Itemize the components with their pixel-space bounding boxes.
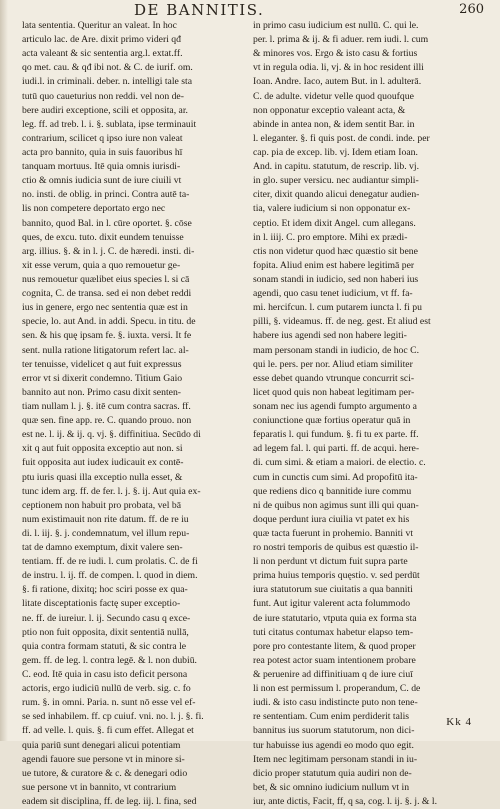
left-text-column	[22, 19, 251, 809]
text-line: de iure statutario, vtputa quia ex forma sta	[253, 612, 417, 624]
text-line: ff. ad velle. l. quis. §. fi cum effet. Allegat et	[22, 725, 194, 737]
text-line: ctio & omnis iudicia sunt de iure ciuili vt	[22, 175, 182, 187]
text-line: agendi, quo casu tenet iudicium, vt ff. fa-	[253, 288, 413, 300]
right-text-column	[253, 19, 482, 809]
text-line: quæ sen. fine app. re. C. quando prouo. non	[22, 415, 192, 427]
text-line: tunc idem arg. ff. de fer. l. j. §. ij. Aut quia ex-	[22, 485, 201, 497]
text-line: fuit opposita aut iudex iudicauit ex contē-	[22, 457, 184, 469]
text-line: ques, de excu. tuto. dixit eundem tenuisse	[22, 231, 184, 243]
text-line: no. insti. de oblig. in princi. Contra autē ta-	[22, 189, 190, 201]
text-line: ue tutore, & curatore & c. & denegari odio	[22, 767, 188, 779]
text-line: tiam nullam l. j. §. itē cum contra sacras. ff.	[22, 400, 191, 412]
text-line: mi. hercifcun. l. cum putarem iuncta l. fi pu	[253, 302, 422, 314]
text-line: di. l. iij. §. j. condemnatum, vel illum repu-	[22, 527, 190, 539]
text-line: bannito, quod Bal. in l. cūre oportet. §. cōse	[22, 217, 192, 229]
text-line: in primo casu iudicium est nullū. C. qui le.	[253, 20, 419, 31]
text-line: qo met. cau. & qđ ibi not. & C. de iurif. om.	[22, 62, 193, 74]
running-head	[0, 2, 500, 18]
text-line: vt in regula odia. li, vj. & in hoc resident illi	[253, 62, 424, 74]
text-line: di. cum simi. & etiam a maiori. de electio. c.	[253, 457, 426, 469]
text-line: nus remouetur quælibet eius species l. si cā	[22, 273, 190, 285]
text-line: xit q aut fuit opposita exceptio aut non. si	[22, 443, 183, 455]
text-line: sonam nec ius agendi fumpto argumento a	[253, 400, 417, 412]
text-line: bannitus ius suorum statutorum, non dici-	[253, 725, 415, 737]
text-line: habere ius agendi sed non habere legiti-	[253, 330, 407, 342]
text-line: tanquam mortuus. Itē quia omnis iurisdi-	[22, 161, 181, 173]
text-line: dicio proper statutum quia audiri non de-	[253, 767, 412, 779]
text-line: prima huius temporis quęstio. v. sed perdūt	[253, 570, 420, 582]
running-title: DE BANNITIS.	[134, 1, 265, 19]
text-line: §. fi ratione, dixitq; hoc sciri posse ex qua-	[22, 584, 188, 596]
text-line: in glo. super versicu. nec audiantur simpli-	[253, 175, 419, 187]
text-line: li non perdunt vt dictum fuit supra parte	[253, 556, 408, 568]
text-line: sue persone vt in bannito, vt contrarium	[22, 781, 177, 793]
text-line: ad legem fal. l. qui parti. ff. de acqui. here-	[253, 443, 420, 455]
text-line: ptio non fuit opposita, dixit sententiā nullā,	[22, 626, 189, 638]
text-line: bere audiri exceptione, scili et opposita, ar.	[22, 104, 188, 116]
text-line: articulo lac. de Are. dixit primo videri qđ	[22, 34, 181, 46]
text-line: contrarium, scilicet q ipso iure non valeat	[22, 132, 183, 144]
text-line: esse debet quando vtrunque concurrit sci-	[253, 372, 415, 384]
text-line: iudi. & isto casu indistincte puto non tene-	[253, 697, 418, 709]
text-line: agendi fauore sue persone vt in minore si-	[22, 753, 185, 765]
text-line: leg. ff. ad treb. l. i. §. sublata, ipse terminauit	[22, 118, 197, 130]
text-line: per. l. prima & ij. & fi aduer. rem iudi. l. cum	[253, 34, 429, 46]
text-line: re sententiam. Cum enim perdiderit talis	[253, 711, 410, 723]
text-line: Item nec legitimam personam standi in iu-	[253, 753, 418, 765]
text-line: xit esse verum, quia a quo remouetur ge-	[22, 259, 181, 271]
text-line: acta valeant & sic sententia arg.l. extat.ff.	[22, 48, 183, 60]
text-line: fopita. Aliud enim est habere legitimā per	[253, 259, 415, 271]
text-line: ceptionem non habuit pro probata, vel bā	[22, 499, 181, 511]
text-line: est ne. l. ij. & ij. q. vj. §. diffinitiua. Secūdo di	[22, 429, 201, 441]
text-line: cognita, C. de transa. sed ei non debet reddi	[22, 288, 192, 300]
text-line: rum. §. in omni. Paria. n. sunt nō esse vel ef-	[22, 697, 196, 709]
text-line: quia pariū sunt denegari alicui potentiam	[22, 739, 181, 751]
text-line: cum in cunctis cum simi. Ad propofitū ita-	[253, 471, 418, 483]
text-line: gem. ff. de leg. l. contra legē. & l. non dubiū.	[22, 654, 197, 666]
text-line: citer, dixit quando alicui denegatur audien-	[253, 189, 420, 201]
text-line: ro nostri temporis de quibus est quæstio il-	[253, 542, 419, 554]
text-line: quæ tacta fuerunt in prohemio. Banniti vt	[253, 527, 414, 539]
text-line: feparatis l. qui fundum. §. fi tu ex parte. ff.	[253, 429, 419, 441]
text-line: sen. & his quę ipsam fe. §. iuxta. versi. It fe	[22, 330, 192, 342]
text-line: ceptio. Et idem dixit Angel. cum allegans.	[253, 217, 416, 229]
text-line: litate disceptationis factę super exceptio-	[22, 598, 181, 610]
text-line: coniunctione quæ fortius operatur quā in	[253, 415, 411, 427]
text-line: pilli, §. videamus. ff. de neg. gest. Et aliud est	[253, 316, 431, 328]
text-line: cap. pia de excep. lib. vj. Idem etiam Ioan.	[253, 146, 418, 158]
text-line: sent. nulla ratione litigatorum refert lac. al-	[22, 344, 189, 356]
text-line: pore pro contestante litem, & quod proper	[253, 640, 416, 652]
text-line: ius in genere, ergo nec sententia quæ est in	[22, 302, 188, 314]
text-line: li non est permissum l. properandum, C. de	[253, 683, 421, 695]
text-line: iura statutorum sue ciuitatis a qua banniti	[253, 584, 413, 596]
text-line: sonam standi in iudicio, sed non haberi ius	[253, 273, 419, 285]
text-line: bannito aut non. Primo casu dixit senten-	[22, 386, 182, 398]
text-line: tentiam. ff. de re iudi. l. cum prolatis. C. de fi	[22, 556, 198, 568]
text-line: tat de damno exemptum, dixit valere sen-	[22, 542, 183, 554]
text-line: arg. illius. §. & in l. j. C. de hæredi. insti. di-	[22, 245, 195, 257]
text-line: se sed inhabilem. ff. cp cuiuf. vni. no. l. j. §. fi.	[22, 711, 204, 723]
text-line: acta pro bannito, quia in suis fauoribus hī	[22, 146, 183, 158]
text-line: num existimauit non rite datum. ff. de re iu	[22, 513, 189, 525]
text-line: quia contra formam statuti, & sic contra le	[22, 640, 187, 652]
signature-mark: Kk 4	[446, 716, 472, 728]
text-line: funt. Aut igitur valerent acta folummodo	[253, 598, 411, 610]
text-line: in l. iiij. C. pro emptore. Mihi ex prædi-	[253, 231, 408, 243]
text-line: iudi.l. in criminali. deber. n. intelligi tale sta	[22, 76, 193, 88]
text-line: que rediens dico q bannitide iure commu	[253, 485, 412, 497]
text-line: tuti citatus contumax habetur elapso tem-	[253, 626, 414, 638]
text-line: ctis non videtur quod hæc quæstio sit bene	[253, 245, 418, 257]
text-line: licet quod quis non habeat legitimam per-	[253, 386, 415, 398]
text-line: Ioan. Andre. Iaco, autem But. in l. adulterā.	[253, 76, 422, 88]
text-line: ne. ff. de iureiur. l. ij. Secundo casu q exce-	[22, 612, 191, 624]
text-line: C. eod. Itē quia in casu isto deficit persona	[22, 669, 188, 681]
text-line: And. in capitu. statutum, de rescrip. lib. vj.	[253, 161, 420, 173]
text-line: iur, ante dictis, Facit, ff, q sa, cog. l. ij. §. j. & l.	[253, 796, 438, 808]
page-number: 260	[459, 2, 484, 17]
text-line: actoris, ergo iudiciū nullū de verb. sig. c. fo	[22, 683, 191, 695]
text-line: bet, & sic omnino iudicium nullum vt in	[253, 781, 410, 793]
text-line: non opponatur exceptio valeant acta, &	[253, 104, 406, 116]
text-line: qui le. pers. per nor. Aliud etiam similiter	[253, 358, 413, 370]
text-line: l. eleganter. §. fi quis post. de condi. inde. per	[253, 132, 430, 144]
text-line: mam personam standi in iudicio, de hoc C.	[253, 344, 420, 356]
text-line: lis non competere deportato ergo nec	[22, 203, 166, 215]
text-line: ni de quibus non agimus sunt illi qui quan-	[253, 499, 419, 511]
text-line: eadem sit disciplina, ff. de leg. iij. l. fina, sed	[22, 796, 197, 808]
text-line: doque perdunt iura ciuilia vt patet ex his	[253, 513, 410, 525]
text-line: tur habuisse ius agendi eo modo quo egit.	[253, 739, 414, 751]
text-line: & peruenire ad diffinitiuam q de iure ciuī	[253, 669, 413, 681]
text-line: error vt si dixerit condemno. Titium Gaio	[22, 372, 183, 384]
text-line: tia, valere iudicium si non opponatur ex-	[253, 203, 411, 215]
text-line: abinde in antea non, & idem sentit Bar. in	[253, 118, 415, 130]
gutter-shadow	[0, 0, 8, 741]
text-line: ptu iuris quasi illa exceptio nulla esset, &	[22, 471, 183, 483]
text-line: lata sententia. Queritur an valeat. In hoc	[22, 20, 177, 31]
text-line: ter tenuisse, videlicet q aut fuit expressus	[22, 358, 182, 370]
text-line: de instru. l. ij. ff. de compen. l. quod in diem.	[22, 570, 198, 582]
text-line: specie, lo. aut And. in addi. Specu. in titu. de	[22, 316, 196, 328]
text-line: & minores vos. Ergo & isto casu & fortius	[253, 48, 418, 60]
text-line: C. de adulte. videtur velle quod quoufque	[253, 90, 414, 102]
text-line: tutū quo caueturius non reddi. vel non de-	[22, 90, 184, 102]
text-line: rea potest actor suam intentionem probare	[253, 654, 416, 666]
